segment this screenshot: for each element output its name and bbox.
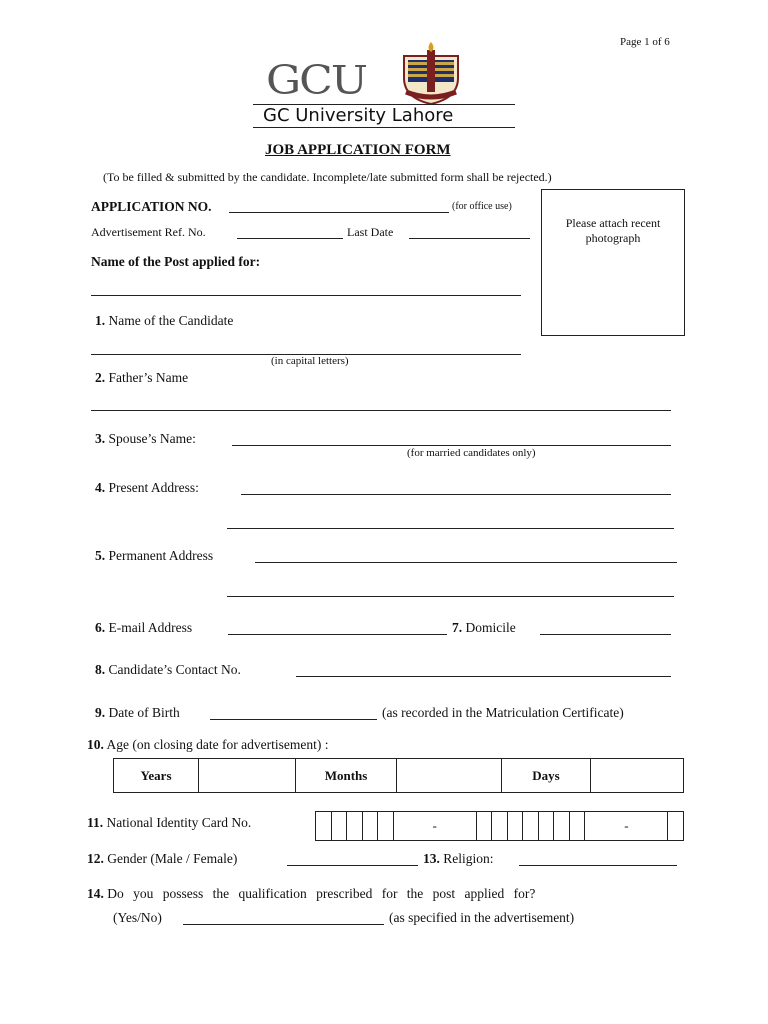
- domicile-field[interactable]: [540, 634, 671, 635]
- cnic-digit[interactable]: [569, 812, 585, 841]
- cnic-digit[interactable]: [476, 812, 492, 841]
- capital-letters-note: (in capital letters): [271, 355, 349, 367]
- dob-note: (as recorded in the Matriculation Certificate): [382, 705, 624, 720]
- age-years-input[interactable]: [199, 759, 296, 793]
- present-address-field-2[interactable]: [227, 528, 674, 529]
- cnic-boxes: [315, 811, 684, 841]
- dob-field[interactable]: [210, 719, 377, 720]
- age-table: [113, 758, 684, 793]
- contact-no-field[interactable]: [296, 676, 671, 677]
- last-date-label: Last Date: [347, 225, 394, 239]
- q4-label: 4. Present Address:: [95, 480, 199, 495]
- gender-field[interactable]: [287, 865, 418, 866]
- q11-label: 11. National Identity Card No.: [87, 815, 252, 830]
- q10-label: 10. Age (on closing date for advertisement) :: [87, 737, 329, 752]
- cnic-digit[interactable]: [347, 812, 363, 841]
- office-use-note: (for office use): [452, 201, 512, 212]
- page-number: Page 1 of 6: [620, 36, 670, 48]
- religion-field[interactable]: [519, 865, 677, 866]
- application-no-field[interactable]: [229, 212, 449, 213]
- q13-label: 13. Religion:: [423, 851, 494, 866]
- q14-yesno-label: (Yes/No): [113, 910, 162, 925]
- q14-label: 14. Do you possess the qualification prescribed for the post applied for?: [87, 886, 536, 901]
- cnic-digit[interactable]: [331, 812, 347, 841]
- cnic-digit[interactable]: [538, 812, 554, 841]
- cnic-digit[interactable]: [554, 812, 570, 841]
- q12-label: 12. Gender (Male / Female): [87, 851, 238, 866]
- present-address-field-1[interactable]: [241, 494, 671, 495]
- q2-label: 2. Father’s Name: [95, 370, 189, 385]
- q14-note: (as specified in the advertisement): [389, 910, 575, 925]
- q5-label: 5. Permanent Address: [95, 548, 214, 563]
- last-date-field[interactable]: [409, 238, 530, 239]
- q7-label: 7. Domicile: [452, 620, 516, 635]
- cnic-digit[interactable]: [316, 812, 332, 841]
- permanent-address-field-2[interactable]: [227, 596, 674, 597]
- age-days-input[interactable]: [591, 759, 684, 793]
- cnic-dash: -: [393, 812, 476, 841]
- cnic-digit[interactable]: [492, 812, 508, 841]
- q6-label: 6. E-mail Address: [95, 620, 193, 635]
- cnic-digit[interactable]: [523, 812, 539, 841]
- gcu-logo-text: GCU: [266, 57, 366, 104]
- cnic-dash: -: [585, 812, 668, 841]
- q9-label: 9. Date of Birth: [95, 705, 180, 720]
- age-days-label: Days: [502, 759, 591, 793]
- q3-label: 3. Spouse’s Name:: [95, 431, 196, 446]
- post-label: Name of the Post applied for:: [91, 254, 261, 269]
- university-name: GC University Lahore: [263, 105, 454, 126]
- age-years-label: Years: [114, 759, 199, 793]
- spouse-name-field[interactable]: [232, 445, 671, 446]
- email-field[interactable]: [228, 634, 447, 635]
- application-no-label: APPLICATION NO.: [91, 199, 212, 214]
- permanent-address-field-1[interactable]: [255, 562, 677, 563]
- married-note: (for married candidates only): [407, 447, 536, 459]
- age-months-label: Months: [296, 759, 397, 793]
- qualification-field[interactable]: [183, 924, 384, 925]
- form-title: JOB APPLICATION FORM: [265, 142, 451, 158]
- cnic-digit[interactable]: [507, 812, 523, 841]
- father-name-field[interactable]: [91, 410, 671, 411]
- q1-label: 1. Name of the Candidate: [95, 313, 234, 328]
- university-crest-icon: [398, 42, 464, 106]
- cnic-digit[interactable]: [668, 812, 684, 841]
- photo-box[interactable]: Please attach recent photograph: [541, 189, 685, 336]
- form-instructions: (To be filled & submitted by the candidate. Incomplete/late submitted form shall be rejected.): [103, 170, 552, 184]
- age-months-input[interactable]: [397, 759, 502, 793]
- q8-label: 8. Candidate’s Contact No.: [95, 662, 241, 677]
- post-field[interactable]: [91, 295, 521, 296]
- cnic-digit[interactable]: [378, 812, 394, 841]
- adv-ref-field[interactable]: [237, 238, 343, 239]
- cnic-digit[interactable]: [362, 812, 378, 841]
- adv-ref-label: Advertisement Ref. No.: [91, 225, 206, 239]
